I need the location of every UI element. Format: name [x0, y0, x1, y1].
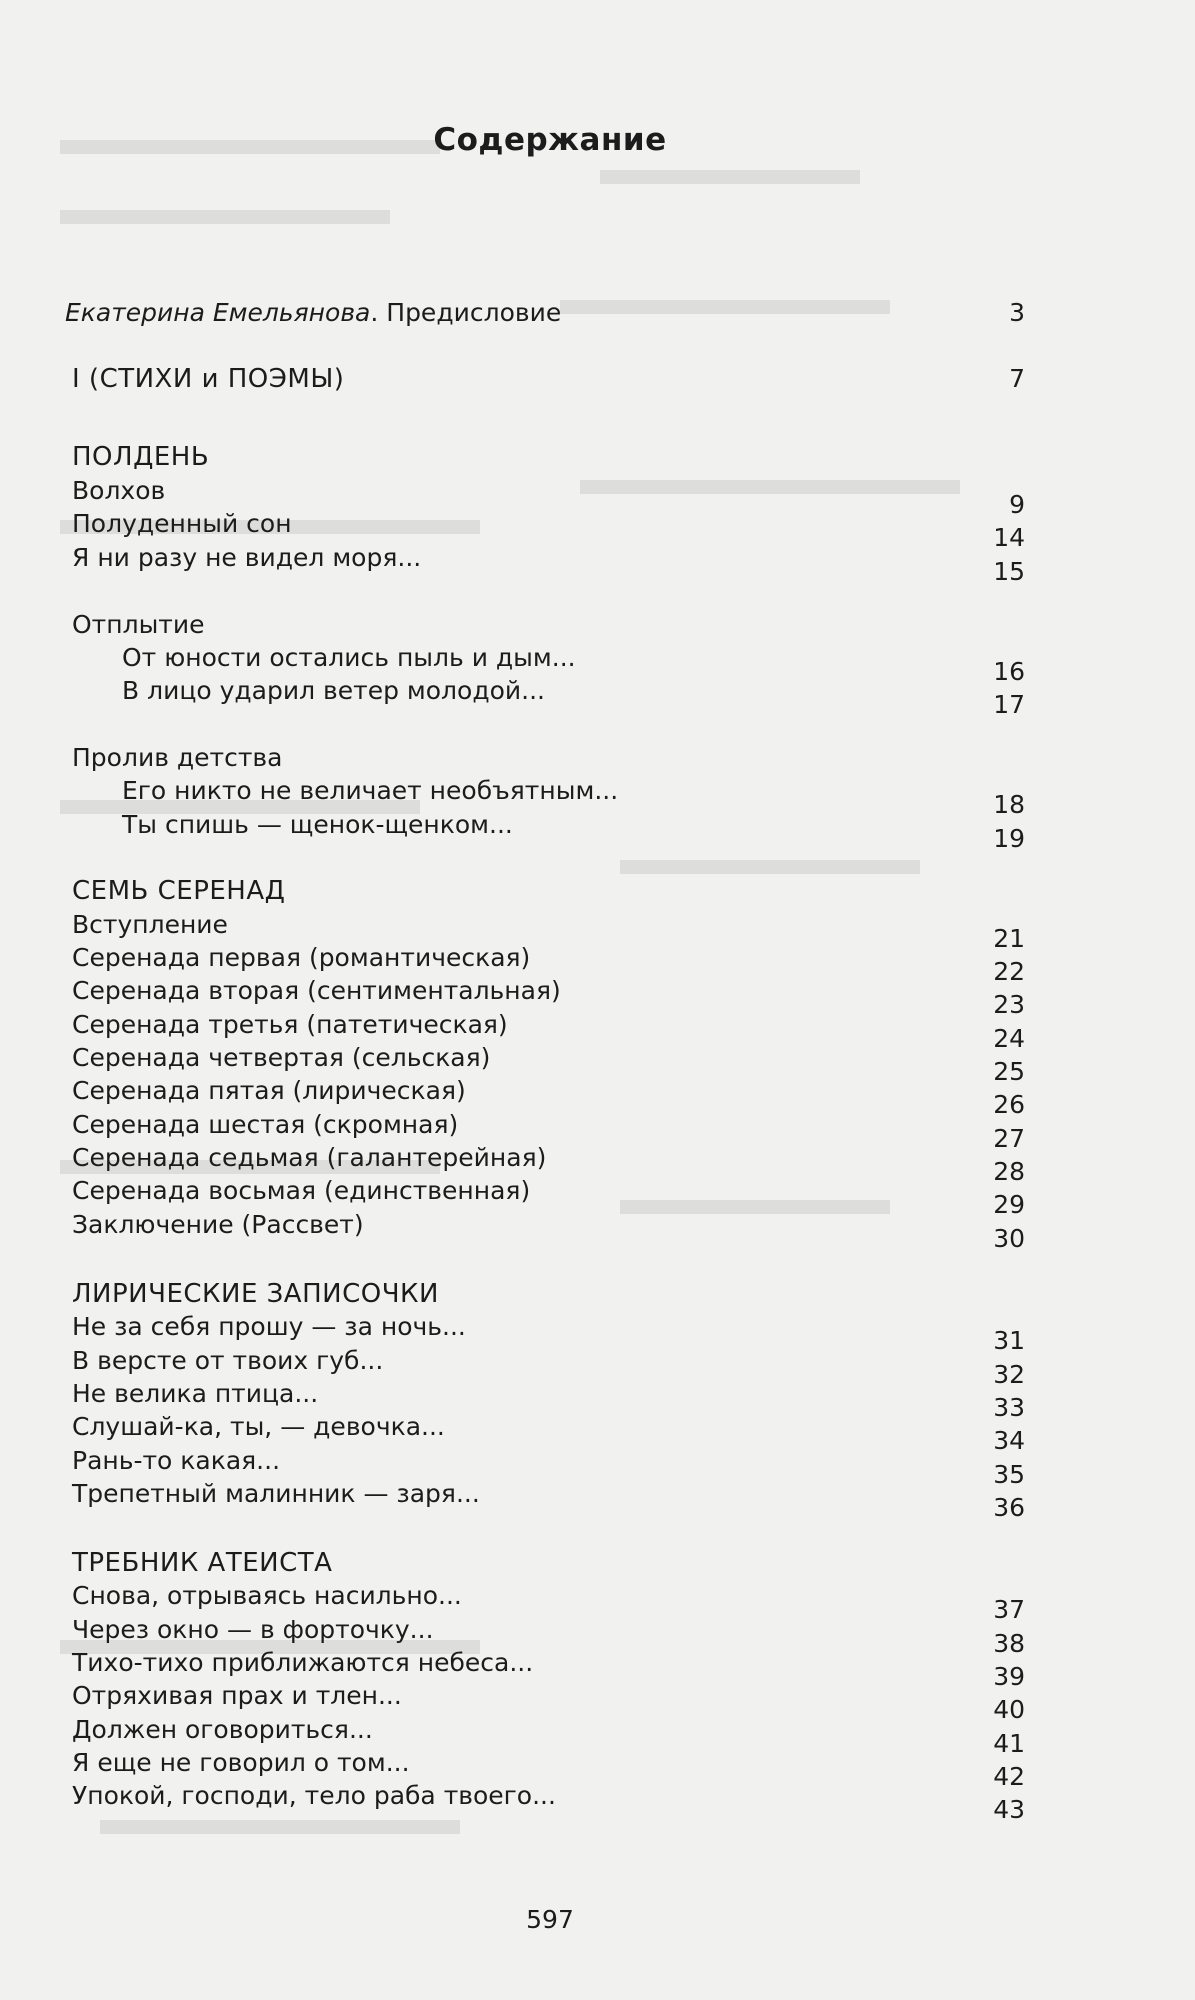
page-title: Содержание: [433, 122, 667, 158]
toc-entry: [0, 941, 1195, 986]
toc-section-heading: [0, 362, 1195, 396]
toc-entry-title: От юности остались пыль и дым...: [122, 643, 576, 672]
toc-entry-page: 17: [993, 690, 1025, 719]
toc-entry-title: Серенада первая (романтическая): [72, 943, 531, 972]
toc-entry-title: Серенада четвертая (сельская): [72, 1043, 491, 1072]
toc-section-heading: [0, 1546, 1195, 1580]
toc-entry-page: 16: [993, 657, 1025, 686]
toc-entry-title: Ты спишь — щенок-щенком...: [122, 810, 513, 839]
toc-entry-title: ТРЕБНИК АТЕИСТА: [72, 1548, 333, 1578]
toc-entry-title: Серенада восьмая (единственная): [72, 1176, 531, 1205]
toc-entry: [0, 1746, 1195, 1791]
toc-entry-title: Вступление: [72, 910, 228, 939]
toc-entry: [0, 1041, 1195, 1086]
toc-entry: [0, 1174, 1195, 1219]
toc-entry-title: Серенада шестая (скромная): [72, 1110, 459, 1139]
toc-entry-title: Не за себя прошу — за ночь...: [72, 1312, 466, 1341]
toc-entry-page: 37: [993, 1595, 1025, 1624]
toc-entry-title: Упокой, господи, тело раба твоего...: [72, 1781, 556, 1810]
toc-entry-page: 40: [993, 1695, 1025, 1724]
toc-entry: [0, 1613, 1195, 1658]
toc-entry-page: 27: [993, 1124, 1025, 1153]
toc-entry-page: 33: [993, 1393, 1025, 1422]
toc-entry-title: Отряхивая прах и тлен...: [72, 1681, 402, 1710]
toc-entry-title: Слушай-ка, ты, — девочка...: [72, 1412, 445, 1441]
toc-entry: [0, 1208, 1195, 1253]
toc-entry: [0, 1579, 1195, 1624]
toc-entry-page: 26: [993, 1090, 1025, 1119]
toc-entry-page: 38: [993, 1629, 1025, 1658]
toc-entry-page: 34: [993, 1426, 1025, 1455]
toc-entry: [0, 608, 1195, 642]
toc-entry-title: Тихо-тихо приближаются небеса...: [72, 1648, 534, 1677]
toc-entry-title: В версте от твоих губ...: [72, 1346, 384, 1375]
toc-entry-page: 21: [993, 924, 1025, 953]
toc-entry: [0, 1141, 1195, 1186]
toc-entry-page: 22: [993, 957, 1025, 986]
toc-entry: [0, 1344, 1195, 1389]
toc-entry: [0, 1779, 1195, 1824]
toc-entry-title: Его никто не величает необъятным...: [122, 776, 619, 805]
toc-entry: [0, 1713, 1195, 1758]
toc-entry: [0, 1310, 1195, 1355]
toc-entry-title: Отплытие: [72, 610, 205, 639]
toc-entry: [0, 1410, 1195, 1455]
toc-entry-title: Должен оговориться...: [72, 1715, 373, 1744]
toc-entry-title: ПОЛДЕНЬ: [72, 442, 210, 472]
toc-entry: [0, 1074, 1195, 1119]
toc-entry-title: В лицо ударил ветер молодой...: [122, 676, 545, 705]
toc-entry-title: Полуденный сон: [72, 509, 292, 538]
toc-section-heading: [0, 874, 1195, 908]
toc-entry-title: Я еще не говорил о том...: [72, 1748, 410, 1777]
toc-entry-title: Серенада пятая (лирическая): [72, 1076, 466, 1105]
toc-entry-page: 18: [993, 790, 1025, 819]
toc-entry: [0, 507, 1195, 552]
toc-section-heading: [0, 1277, 1195, 1311]
toc-entry: [0, 741, 1195, 775]
toc-entry: [0, 1108, 1195, 1153]
toc-entry-title: Серенада седьмая (галантерейная): [72, 1143, 547, 1172]
toc-entry-title: Рань-то какая...: [72, 1446, 281, 1475]
toc-entry-page: 15: [993, 557, 1025, 586]
preface-author: Екатерина Емельянова: [65, 298, 371, 327]
toc-entry: [0, 1377, 1195, 1422]
toc-entry-page: 28: [993, 1157, 1025, 1186]
toc-entry: [0, 808, 1195, 853]
toc-entry-title: Заключение (Рассвет): [72, 1210, 364, 1239]
toc-entry-page: 39: [993, 1662, 1025, 1691]
toc-entry-page: 30: [993, 1224, 1025, 1253]
toc-entry: [0, 474, 1195, 519]
toc-entry-title: ЛИРИЧЕСКИЕ ЗАПИСОЧКИ: [72, 1279, 439, 1309]
toc-entry-title: I (СТИХИ и ПОЭМЫ): [72, 364, 345, 394]
toc-entry-title: Через окно — в форточку...: [72, 1615, 434, 1644]
toc-entry-page: 41: [993, 1729, 1025, 1758]
toc-entry: [0, 541, 1195, 586]
toc-entry: [0, 774, 1195, 819]
toc-entry-page: 43: [993, 1795, 1025, 1824]
toc-entry-title: Серенада третья (патетическая): [72, 1010, 508, 1039]
toc-entry: [0, 974, 1195, 1019]
toc-entry: [0, 1477, 1195, 1522]
toc-entry-title: Серенада вторая (сентиментальная): [72, 976, 561, 1005]
toc-entry-title: Снова, отрываясь насильно...: [72, 1581, 462, 1610]
toc-entry-page: 19: [993, 824, 1025, 853]
toc-entry-page: 35: [993, 1460, 1025, 1489]
toc-entry-page: 3: [1009, 298, 1025, 327]
toc-entry-page: 32: [993, 1360, 1025, 1389]
toc-entry: [0, 1646, 1195, 1691]
preface-label: . Предисловие: [370, 298, 562, 327]
toc-entry-page: 9: [1009, 490, 1025, 519]
toc-entry-title: Трепетный малинник — заря...: [72, 1479, 480, 1508]
toc-entry-title: Пролив детства: [72, 743, 283, 772]
toc-entry: [0, 908, 1195, 953]
toc-entry: [0, 1679, 1195, 1724]
toc-entry: [0, 674, 1195, 719]
toc-entry-title: СЕМЬ СЕРЕНАД: [72, 876, 286, 906]
toc-entry-title: Я ни разу не видел моря...: [72, 543, 422, 572]
toc-entry-page: 42: [993, 1762, 1025, 1791]
toc-entry-page: 23: [993, 990, 1025, 1019]
toc-entry: [0, 1008, 1195, 1053]
toc-entry-page: 24: [993, 1024, 1025, 1053]
toc-entry-title: Волхов: [72, 476, 166, 505]
toc-entry: [0, 1444, 1195, 1489]
toc-entry-page: 14: [993, 523, 1025, 552]
toc-entry: [0, 641, 1195, 686]
toc-entry-title: Не велика птица...: [72, 1379, 319, 1408]
toc-entry-page: 7: [1009, 364, 1025, 393]
toc-entry-page: 29: [993, 1190, 1025, 1219]
toc-section-heading: [0, 440, 1195, 474]
toc-entry-page: 25: [993, 1057, 1025, 1086]
toc-entry-page: 31: [993, 1326, 1025, 1355]
toc-entry-page: 36: [993, 1493, 1025, 1522]
page-number: 597: [526, 1905, 574, 1934]
